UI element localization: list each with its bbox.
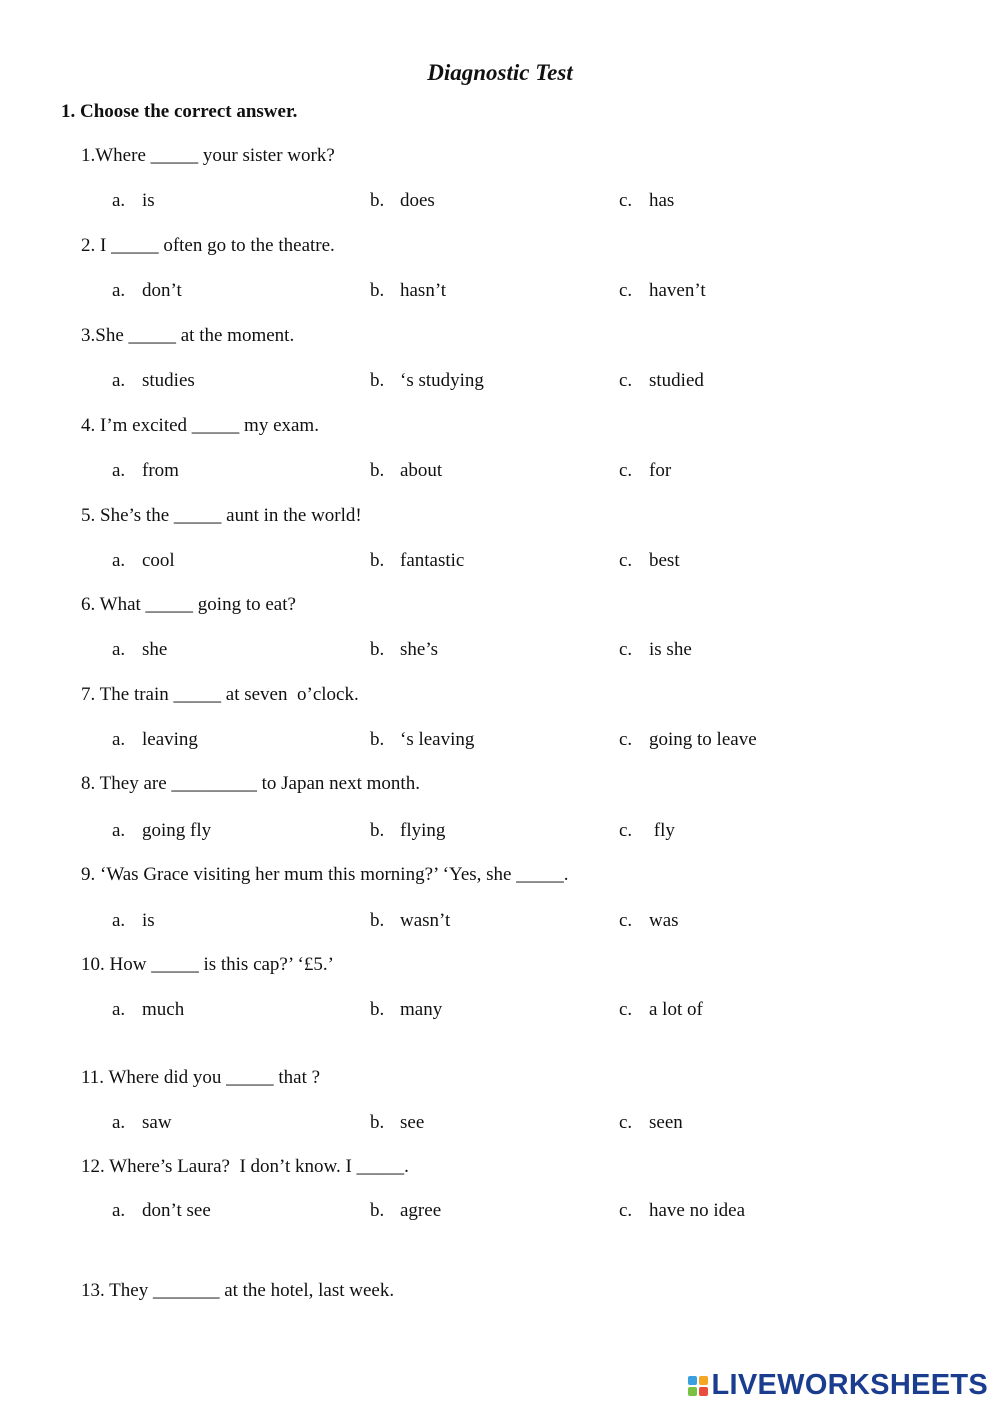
answer-option[interactable] [619, 820, 675, 842]
option-text: studies [142, 370, 195, 391]
answer-option[interactable] [370, 460, 442, 482]
logo-square [699, 1387, 708, 1396]
option-text: about [400, 460, 443, 481]
option-text: wasn’t [400, 910, 451, 931]
answer-option[interactable] [619, 729, 757, 751]
answer-option[interactable] [619, 639, 692, 661]
option-text: ‘s leaving [400, 729, 475, 750]
question-text: 5. She’s the _____ aunt in the world! [81, 505, 362, 526]
option-text: much [142, 999, 185, 1020]
answer-option[interactable] [619, 550, 680, 572]
option-text: cool [142, 550, 175, 571]
answer-option[interactable] [619, 1200, 745, 1222]
option-letter: a. [112, 820, 126, 841]
option-letter: a. [112, 999, 126, 1020]
logo-text: LIVEWORKSHEETS [711, 1369, 988, 1401]
question-text: 13. They _______ at the hotel, last week. [81, 1280, 395, 1301]
option-letter: b. [370, 729, 385, 750]
answer-option[interactable] [370, 999, 442, 1021]
answer-option[interactable] [370, 550, 464, 572]
option-text: going to leave [649, 729, 757, 750]
answer-option[interactable] [370, 1112, 424, 1134]
option-letter: a. [112, 460, 126, 481]
answer-option[interactable] [619, 999, 703, 1021]
option-text: has [649, 190, 675, 211]
answer-option[interactable] [619, 460, 671, 482]
answer-option[interactable] [112, 460, 179, 482]
question-text: 4. I’m excited _____ my exam. [81, 415, 319, 436]
option-text: is she [649, 639, 692, 660]
option-letter: b. [370, 190, 385, 211]
answer-option[interactable] [619, 190, 674, 212]
liveworksheets-logo [688, 1369, 989, 1402]
option-letter: c. [619, 820, 633, 841]
answer-option[interactable] [112, 280, 182, 302]
option-letter: a. [112, 729, 126, 750]
option-letter: c. [619, 1112, 633, 1133]
question-text: 12. Where’s Laura? I don’t know. I _____. [81, 1156, 409, 1177]
option-letter: b. [370, 280, 385, 301]
option-text: hasn’t [400, 280, 447, 301]
option-text: a lot of [649, 999, 703, 1020]
option-letter: c. [619, 999, 633, 1020]
option-letter: b. [370, 639, 385, 660]
question-text: 7. The train _____ at seven o’clock. [81, 684, 359, 705]
question-text: 3.She _____ at the moment. [81, 325, 295, 346]
option-letter: b. [370, 999, 385, 1020]
option-letter: a. [112, 190, 126, 211]
option-text: haven’t [649, 280, 706, 301]
option-text: saw [142, 1112, 172, 1133]
option-text: agree [400, 1200, 442, 1221]
answer-option[interactable] [619, 280, 706, 302]
question-text: 8. They are _________ to Japan next month. [81, 773, 420, 794]
option-letter: b. [370, 820, 385, 841]
option-letter: a. [112, 1200, 126, 1221]
answer-option[interactable] [112, 1200, 211, 1222]
question-text: 11. Where did you _____ that ? [81, 1067, 321, 1088]
answer-option[interactable] [112, 370, 195, 392]
option-text: seen [649, 1112, 683, 1133]
question-text: 2. I _____ often go to the theatre. [81, 235, 335, 256]
answer-option[interactable] [112, 729, 198, 751]
option-letter: a. [112, 280, 126, 301]
question-text: 6. What _____ going to eat? [81, 594, 296, 615]
option-text: ‘s studying [400, 370, 484, 391]
option-letter: a. [112, 639, 126, 660]
answer-option[interactable] [112, 820, 211, 842]
answer-option[interactable] [112, 999, 184, 1021]
option-letter: c. [619, 280, 633, 301]
answer-option[interactable] [370, 370, 484, 392]
logo-square [688, 1376, 697, 1385]
option-text: leaving [142, 729, 198, 750]
option-letter: c. [619, 550, 633, 571]
option-letter: c. [619, 460, 633, 481]
answer-option[interactable] [619, 1112, 683, 1134]
option-text: fantastic [400, 550, 465, 571]
option-text: fly [649, 820, 675, 841]
logo-square [688, 1387, 697, 1396]
section-heading: 1. Choose the correct answer. [61, 101, 298, 122]
option-text: many [400, 999, 443, 1020]
option-letter: c. [619, 910, 633, 931]
answer-option[interactable] [370, 1200, 441, 1222]
question-text: 9. ‘Was Grace visiting her mum this morning?’ ‘Yes, she _____. [81, 864, 569, 885]
answer-option[interactable] [112, 639, 167, 661]
option-letter: b. [370, 910, 385, 931]
option-text: flying [400, 820, 446, 841]
option-text: going fly [142, 820, 212, 841]
option-text: does [400, 190, 435, 211]
option-text: see [400, 1112, 425, 1133]
option-letter: b. [370, 1112, 385, 1133]
option-text: have no idea [649, 1200, 746, 1221]
option-letter: c. [619, 370, 633, 391]
answer-option[interactable] [370, 729, 474, 751]
option-text: was [649, 910, 679, 931]
option-letter: a. [112, 550, 126, 571]
option-text: don’t [142, 280, 182, 301]
option-text: from [142, 460, 179, 481]
answer-option[interactable] [370, 639, 438, 661]
option-letter: c. [619, 1200, 633, 1221]
answer-option[interactable] [112, 190, 155, 212]
question-text: 10. How _____ is this cap?’ ‘£5.’ [81, 954, 334, 975]
answer-option[interactable] [112, 550, 175, 572]
option-text: is [142, 910, 155, 931]
option-letter: b. [370, 550, 385, 571]
answer-option[interactable] [370, 910, 450, 932]
option-text: best [649, 550, 680, 571]
question-text: 1.Where _____ your sister work? [81, 145, 335, 166]
logo-square [699, 1376, 708, 1385]
answer-option[interactable] [370, 280, 446, 302]
option-letter: b. [370, 460, 385, 481]
option-text: studied [649, 370, 704, 391]
option-letter: a. [112, 1112, 126, 1133]
answer-option[interactable] [112, 1112, 172, 1134]
option-letter: c. [619, 729, 633, 750]
option-letter: c. [619, 190, 633, 211]
answer-option[interactable] [370, 190, 435, 212]
option-text: she’s [400, 639, 438, 660]
option-text: don’t see [142, 1200, 211, 1221]
option-text: for [649, 460, 672, 481]
option-letter: c. [619, 639, 633, 660]
option-text: is [142, 190, 155, 211]
page-title: Diagnostic Test [427, 60, 573, 85]
option-letter: b. [370, 1200, 385, 1221]
option-letter: a. [112, 910, 126, 931]
option-text: she [142, 639, 168, 660]
answer-option[interactable] [370, 820, 445, 842]
option-letter: b. [370, 370, 385, 391]
logo-mark-icon [688, 1376, 708, 1396]
answer-option[interactable] [112, 910, 155, 932]
answer-option[interactable] [619, 370, 704, 392]
option-letter: a. [112, 370, 126, 391]
answer-option[interactable] [619, 910, 679, 932]
